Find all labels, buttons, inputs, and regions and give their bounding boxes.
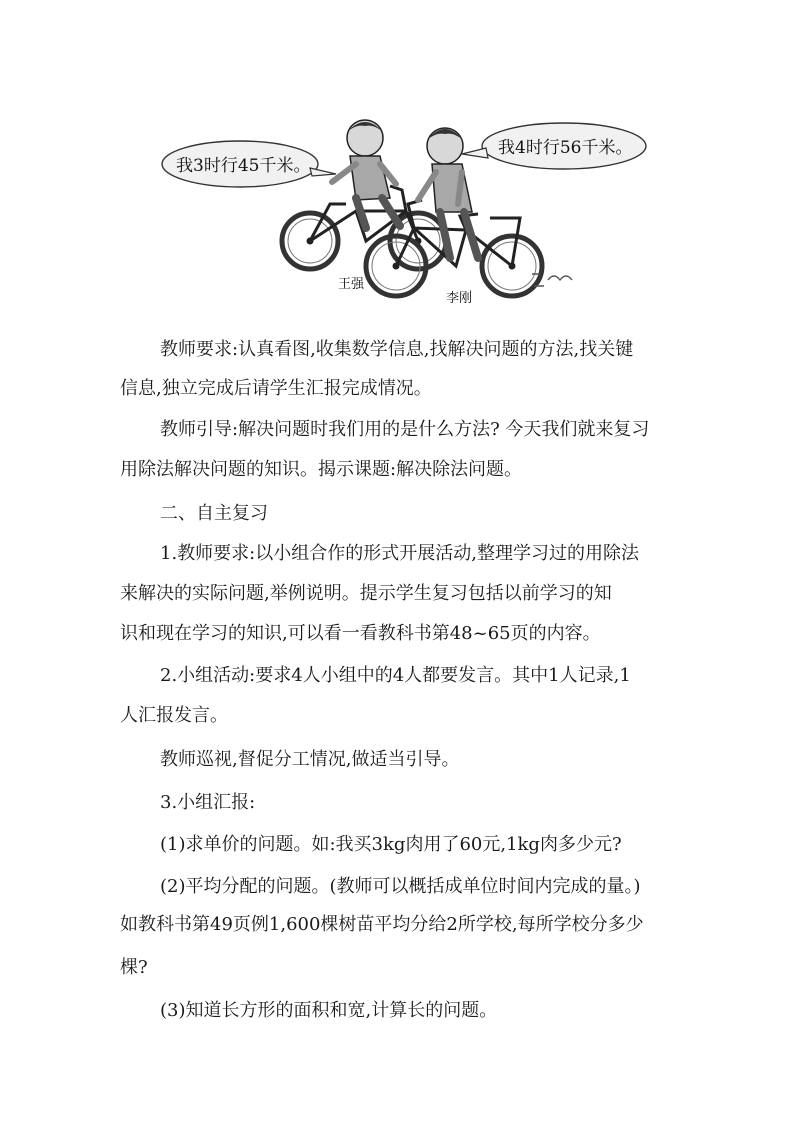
paragraph-line: 识和现在学习的知识,可以看一看教科书第48~65页的内容。 <box>120 623 601 644</box>
paragraph-line: 信息,独立完成后请学生汇报完成情况。 <box>120 378 432 399</box>
name-label-li-gang: 李刚 <box>446 291 473 306</box>
paragraph-line: 教师要求:认真看图,收集数学信息,找解决问题的方法,找关键 <box>160 339 634 360</box>
speech-bubble-right <box>462 123 646 169</box>
paragraph-line: 棵? <box>120 957 148 978</box>
paragraph-line: 3.小组汇报: <box>160 792 256 813</box>
paragraph-line: (1)求单价的问题。如:我买3kg肉用了60元,1kg肉多少元? <box>160 834 622 855</box>
speech-bubble-left-text: 我3时行45千米。 <box>176 156 311 176</box>
paragraph-line: 用除法解决问题的知识。揭示课题:解决除法问题。 <box>120 459 523 480</box>
paragraph-line: 教师巡视,督促分工情况,做适当引导。 <box>160 749 460 770</box>
name-label-wang-qiang: 王强 <box>338 277 365 292</box>
paragraph-line: 教师引导:解决问题时我们用的是什么方法? 今天我们就来复习 <box>160 419 650 440</box>
section-heading: 二、自主复习 <box>160 503 268 524</box>
paragraph-line: 1.教师要求:以小组合作的形式开展活动,整理学习过的用除法 <box>160 543 639 564</box>
paragraph-line: 如教科书第49页例1,600棵树苗平均分给2所学校,每所学校分多少 <box>120 914 644 935</box>
paragraph-line: (2)平均分配的问题。(教师可以概括成单位时间内完成的量。) <box>160 876 641 897</box>
paragraph-line: 来解决的实际问题,举例说明。提示学生复习包括以前学习的知 <box>120 583 612 604</box>
paragraph-line: 2.小组活动:要求4人小组中的4人都要发言。其中1人记录,1 <box>160 665 631 686</box>
speech-bubble-left <box>162 141 336 187</box>
speech-bubble-right-text: 我4时行56千米。 <box>498 138 633 158</box>
paragraph-line: 人汇报发言。 <box>120 705 228 726</box>
paragraph-line: (3)知道长方形的面积和宽,计算长的问题。 <box>160 1000 498 1021</box>
bicycle-illustration <box>160 108 660 308</box>
